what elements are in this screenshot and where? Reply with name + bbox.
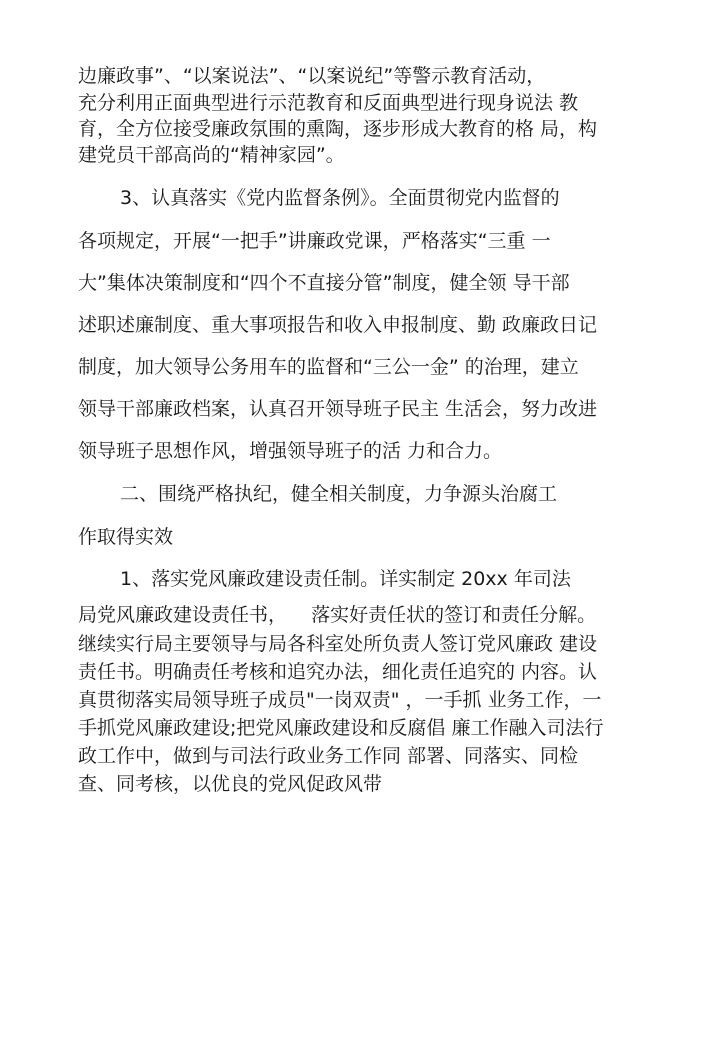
paragraph-2-line-7: 领导班子思想作风，增强领导班子的活 力和合力。 <box>78 440 503 462</box>
section-heading-line-2: 作取得实效 <box>78 526 174 548</box>
paragraph-1-line-3: 育，全方位接受廉政氛围的熏陶，逐步形成大教育的格 局，构 <box>78 118 598 140</box>
paragraph-3-line-4: 责任书。明确责任考核和追究办法，细化责任追究的 内容。认 <box>78 661 598 683</box>
paragraph-3-line-3: 继续实行局主要领导与局各科室处所负责人签订党风廉政 建设 <box>78 633 598 655</box>
paragraph-2-line-2: 各项规定，开展“一把手”讲廉政党课，严格落实“三重 一 <box>78 230 551 252</box>
paragraph-2-line-6: 领导干部廉政档案，认真召开领导班子民主 生活会，努力改进 <box>78 398 598 420</box>
paragraph-2-line-1: 3、认真落实《党内监督条例》。全面贯彻党内监督的 <box>120 187 560 209</box>
paragraph-3-line-2: 局党风廉政建设责任书， 落实好责任状的签订和责任分解。 <box>78 604 597 626</box>
paragraph-2-line-3: 大”集体决策制度和“四个不直接分管”制度，健全领 导干部 <box>78 272 570 294</box>
paragraph-1-line-1: 边廉政事”、“以案说法”、“以案说纪”等警示教育活动， <box>78 65 546 87</box>
paragraph-3-line-7: 政工作中，做到与司法行政业务工作同 部署、同落实、同检 <box>78 745 579 767</box>
paragraph-3-line-6: 手抓党风廉政建设;把党风廉政建设和反腐倡 廉工作融入司法行 <box>78 717 604 739</box>
paragraph-3-line-8: 查、同考核，以优良的党风促政风带 <box>78 773 383 795</box>
paragraph-3-line-1: 1、落实党风廉政建设责任制。详实制定 20xx 年司法 <box>120 568 571 590</box>
paragraph-2-line-5: 制度，加大领导公务用车的监督和“三公一金” 的治理，建立 <box>78 356 579 378</box>
paragraph-2-line-4: 述职述廉制度、重大事项报告和收入申报制度、勤 政廉政日记 <box>78 314 598 336</box>
paragraph-1-line-2: 充分利用正面典型进行示范教育和反面典型进行现身说法 教 <box>78 92 579 114</box>
section-heading-line-1: 二、围绕严格执纪，健全相关制度，力争源头治腐工 <box>120 483 558 505</box>
paragraph-3-line-5: 真贯彻落实局领导班子成员"一岗双责" ，一手抓 业务工作，一 <box>78 689 602 711</box>
paragraph-1-line-4: 建党员干部高尚的“精神家园”。 <box>78 144 345 166</box>
